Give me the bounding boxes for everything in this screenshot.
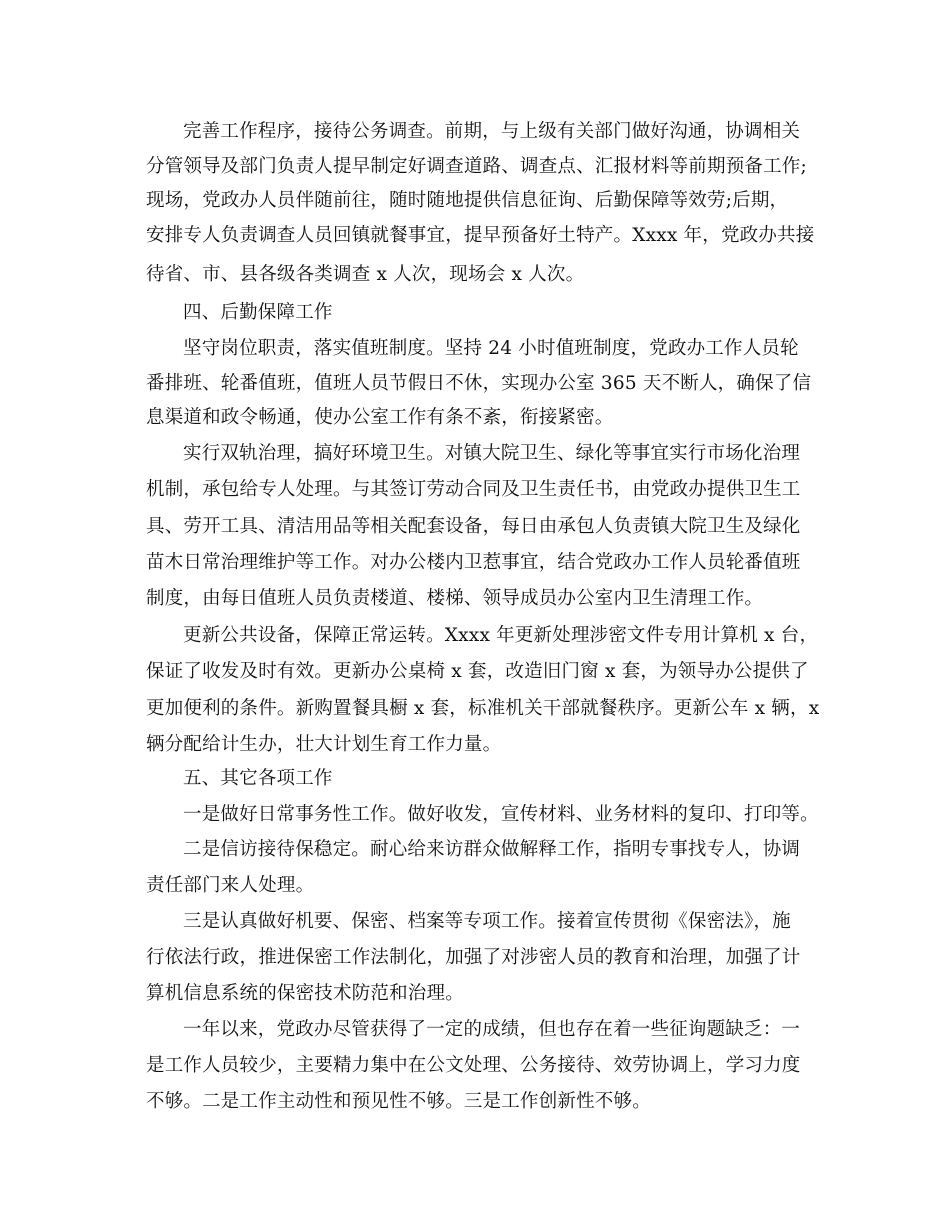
text-line: 坚守岗位职责，落实值班制度。坚持 24 小时值班制度，党政办工作人员轮: [183, 338, 799, 359]
text-line: 分管领导及部门负责人提早制定好调查道路、调查点、汇报材料等前期预备工作;: [146, 156, 807, 177]
section-heading: 四、后勤保障工作: [183, 302, 333, 323]
text-line: 具、劳开工具、清洁用品等相关配套设备，每日由承包人负责镇大院卫生及绿化: [146, 516, 801, 537]
text-line: 算机信息系统的保密技术防范和治理。: [146, 983, 464, 1004]
text-line: 更新公共设备，保障正常运转。Xxxx 年更新处理涉密文件专用计算机 x 台，: [183, 625, 819, 646]
text-line: 安排专人负责调查人员回镇就餐事宜，提早预备好土特产。Xxxx 年，党政办共接: [146, 225, 815, 246]
text-line: 待省、市、县各级各类调查 x 人次，现场会 x 人次。: [146, 264, 585, 285]
text-line: 实行双轨治理，搞好环境卫生。对镇大院卫生、绿化等事宜实行市场化治理: [183, 443, 801, 464]
text-line: 更加便利的条件。新购置餐具橱 x 套，标准机关干部就餐秩序。更新公车 x 辆，x: [146, 698, 820, 719]
text-line: 息渠道和政令畅通，使办公室工作有条不紊，衔接紧密。: [146, 407, 614, 428]
text-line: 一是做好日常事务性工作。做好收发，宣传材料、业务材料的复印、打印等。: [183, 804, 819, 825]
text-line: 保证了收发及时有效。更新办公桌椅 x 套，改造旧门窗 x 套，为领导办公提供了: [146, 661, 809, 682]
text-line: 苗木日常治理维护等工作。对办公楼内卫惹事宜，结合党政办工作人员轮番值班: [146, 552, 801, 573]
text-line: 不够。二是工作主动性和预见性不够。三是工作创新性不够。: [146, 1091, 651, 1112]
text-line: 完善工作程序，接待公务调查。前期，与上级有关部门做好沟通，协调相关: [183, 121, 801, 142]
text-line: 三是认真做好机要、保密、档案等专项工作。接着宣传贯彻《保密法》，施: [183, 911, 791, 932]
section-heading: 五、其它各项工作: [183, 768, 333, 789]
text-line: 行依法行政，推进保密工作法制化，加强了对涉密人员的教育和治理，加强了计: [146, 947, 801, 968]
text-line: 辆分配给计生办，壮大计划生育工作力量。: [146, 734, 502, 755]
text-line: 责任部门来人处理。: [146, 875, 315, 896]
text-line: 现场，党政办人员伴随前往，随时随地提供信息征询、后勤保障等效劳;后期，: [146, 190, 789, 211]
text-line: 机制，承包给专人处理。与其签订劳动合同及卫生责任书，由党政办提供卫生工: [146, 479, 801, 500]
text-line: 二是信访接待保稳定。耐心给来访群众做解释工作，指明专事找专人，协调: [183, 839, 801, 860]
text-line: 一年以来，党政办尽管获得了一定的成绩，但也存在着一些征询题缺乏：一: [183, 1019, 801, 1040]
text-line: 制度，由每日值班人员负责楼道、楼梯、领导成员办公室内卫生清理工作。: [146, 588, 764, 609]
text-line: 是工作人员较少，主要精力集中在公文处理、公务接待、效劳协调上，学习力度: [146, 1055, 801, 1076]
text-line: 番排班、轮番值班，值班人员节假日不休，实现办公室 365 天不断人，确保了信: [146, 373, 812, 394]
